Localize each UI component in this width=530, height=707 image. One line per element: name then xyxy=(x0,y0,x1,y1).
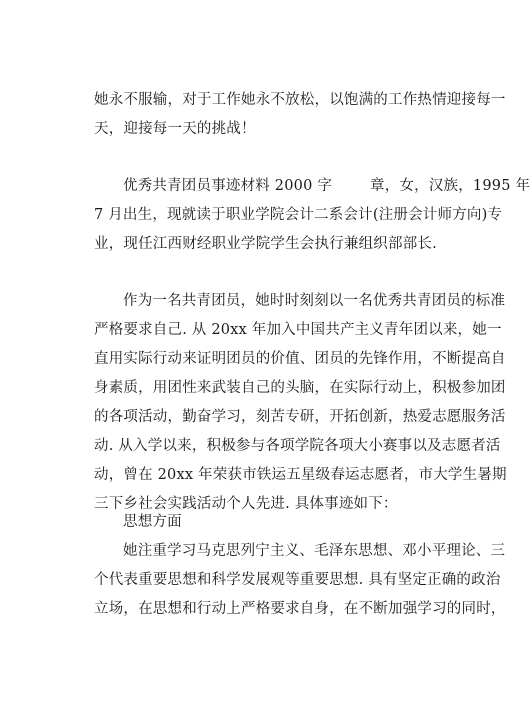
paragraph-ideology xyxy=(94,537,506,624)
text-line: 身素质，用团性来武装自己的头脑，在实际行动上，积极参加团 xyxy=(94,380,506,396)
text-line: 立场，在思想和行动上严格要求自身，在不断加强学习的同时， xyxy=(94,601,506,617)
text-line: 个代表重要思想和科学发展观等重要思想. 具有坚定正确的政治 xyxy=(94,572,501,588)
bio-text: 章，女，汉族，1995 年 xyxy=(370,178,530,194)
paragraph-intro xyxy=(94,172,530,259)
text-line: 三下乡社会实践活动个人先进. 具体事迹如下： xyxy=(94,496,398,512)
text-line: 直用实际行动来证明团员的价值、团员的先锋作用，不断提高自 xyxy=(94,351,506,367)
text-line: 动. 从入学以来，积极参与各项学院各项大小赛事以及志愿者活 xyxy=(94,438,501,454)
text-line: 业，现任江西财经职业学院学生会执行兼组织部部长. xyxy=(94,236,437,252)
paragraph-summary xyxy=(94,287,507,519)
text-line: 她注重学习马克思列宁主义、毛泽东思想、邓小平理论、三 xyxy=(123,543,506,559)
text-line: 动，曾在 20xx 年荣获市铁运五星级春运志愿者，市大学生暑期 xyxy=(94,467,507,483)
text-line: 她永不服输，对于工作她永不放松，以饱满的工作热情迎接每一 xyxy=(94,92,506,108)
section-heading: 思想方面 xyxy=(123,514,182,530)
text-line-with-gap xyxy=(94,172,530,201)
text-line: 的各项活动，勤奋学习，刻苦专研，开拓创新，热爱志愿服务活 xyxy=(94,409,506,425)
section-heading-block xyxy=(94,508,448,537)
text-line: 7 月出生，现就读于职业学院会计二系会计(注册会计师方向)专 xyxy=(94,207,503,223)
text-line: 严格要求自己. 从 20xx 年加入中国共产主义青年团以来，她一 xyxy=(94,322,502,338)
paragraph-continuation xyxy=(94,86,506,144)
title-text: 优秀共青团员事迹材料 2000 字 xyxy=(123,178,333,194)
text-line: 作为一名共青团员，她时时刻刻以一名优秀共青团员的标准 xyxy=(123,293,506,309)
text-line: 天，迎接每一天的挑战！ xyxy=(94,121,256,137)
